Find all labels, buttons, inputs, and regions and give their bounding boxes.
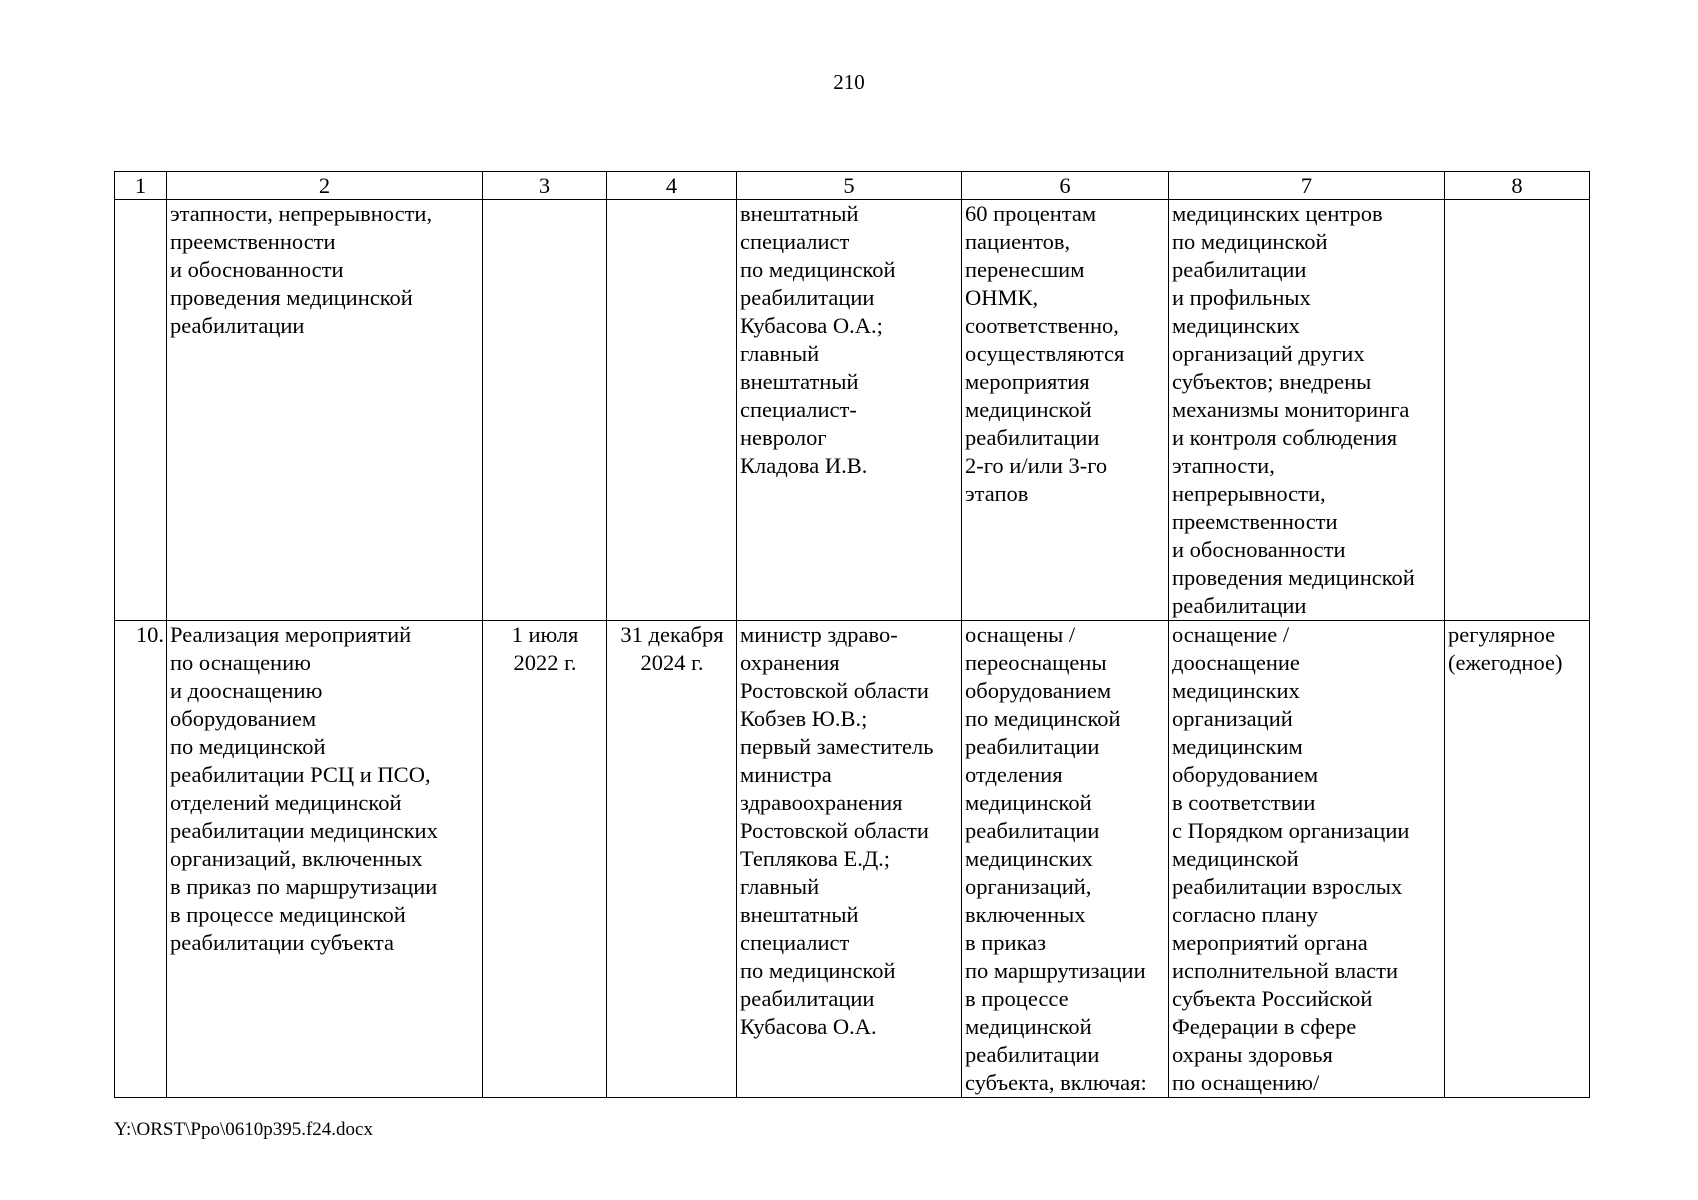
start-date-cell: 1 июля 2022 г. bbox=[483, 621, 607, 1098]
end-date-cell bbox=[607, 200, 737, 621]
file-path-footer: Y:\ORST\Ppo\0610p395.f24.docx bbox=[114, 1119, 373, 1140]
table-row bbox=[115, 621, 1590, 1098]
measure-name-cell: этапности, непрерывности, преемственности и обоснованности проведения медицинской реабилитации bbox=[167, 200, 483, 621]
result-cell: 60 процентам пациентов, перенесшим ОНМК, соответственно, осуществляются мероприятия медицинской реабилитации 2-го и/или 3-го этапов bbox=[962, 200, 1169, 621]
page-number: 210 bbox=[833, 70, 865, 94]
responsible-cell: внештатный специалист по медицинской реабилитации Кубасова О.А.; главный внештатный специалист- невролог Кладова И.В. bbox=[737, 200, 962, 621]
column-number-3: 3 bbox=[483, 172, 607, 200]
column-number-4: 4 bbox=[607, 172, 737, 200]
column-number-5: 5 bbox=[737, 172, 962, 200]
row-number-cell bbox=[115, 200, 167, 621]
end-date-cell: 31 декабря 2024 г. bbox=[607, 621, 737, 1098]
column-number-6: 6 bbox=[962, 172, 1169, 200]
table-header-row bbox=[115, 172, 1590, 200]
column-number-1: 1 bbox=[115, 172, 167, 200]
frequency-cell: регулярное (ежегодное) bbox=[1445, 621, 1590, 1098]
description-cell: оснащение / дооснащение медицинских организаций медицинским оборудованием в соответствии с Порядком организации медицинской реабилитации взрослых согласно плану мероприятий органа исполнительной власти субъекта Российской Федерации в сфере охраны здоровья по оснащению/ bbox=[1169, 621, 1445, 1098]
description-cell: медицинских центров по медицинской реабилитации и профильных медицинских организаций других субъектов; внедрены механизмы мониторинга и контроля соблюдения этапности, непрерывности, преемственности и обоснованности проведения медицинской реабилитации bbox=[1169, 200, 1445, 621]
result-cell: оснащены / переоснащены оборудованием по медицинской реабилитации отделения медицинской реабилитации медицинских организаций, включенных в приказ по маршрутизации в процессе медицинской реабилитации субъекта, включая: bbox=[962, 621, 1169, 1098]
frequency-cell bbox=[1445, 200, 1590, 621]
column-number-2: 2 bbox=[167, 172, 483, 200]
table-row bbox=[115, 200, 1590, 621]
responsible-cell: министр здраво- охранения Ростовской области Кобзев Ю.В.; первый заместитель министра здравоохранения Ростовской области Теплякова Е.Д.; главный внештатный специалист по медицинской реабилитации Кубасова О.А. bbox=[737, 621, 962, 1098]
column-number-7: 7 bbox=[1169, 172, 1445, 200]
start-date-cell bbox=[483, 200, 607, 621]
measure-name-cell: Реализация мероприятий по оснащению и дооснащению оборудованием по медицинской реабилитации РСЦ и ПСО, отделений медицинской реабилитации медицинских организаций, включенных в приказ по маршрутизации в процессе медицинской реабилитации субъекта bbox=[167, 621, 483, 1098]
measures-table bbox=[114, 171, 1590, 1098]
row-number-cell: 10. bbox=[115, 621, 167, 1098]
column-number-8: 8 bbox=[1445, 172, 1590, 200]
